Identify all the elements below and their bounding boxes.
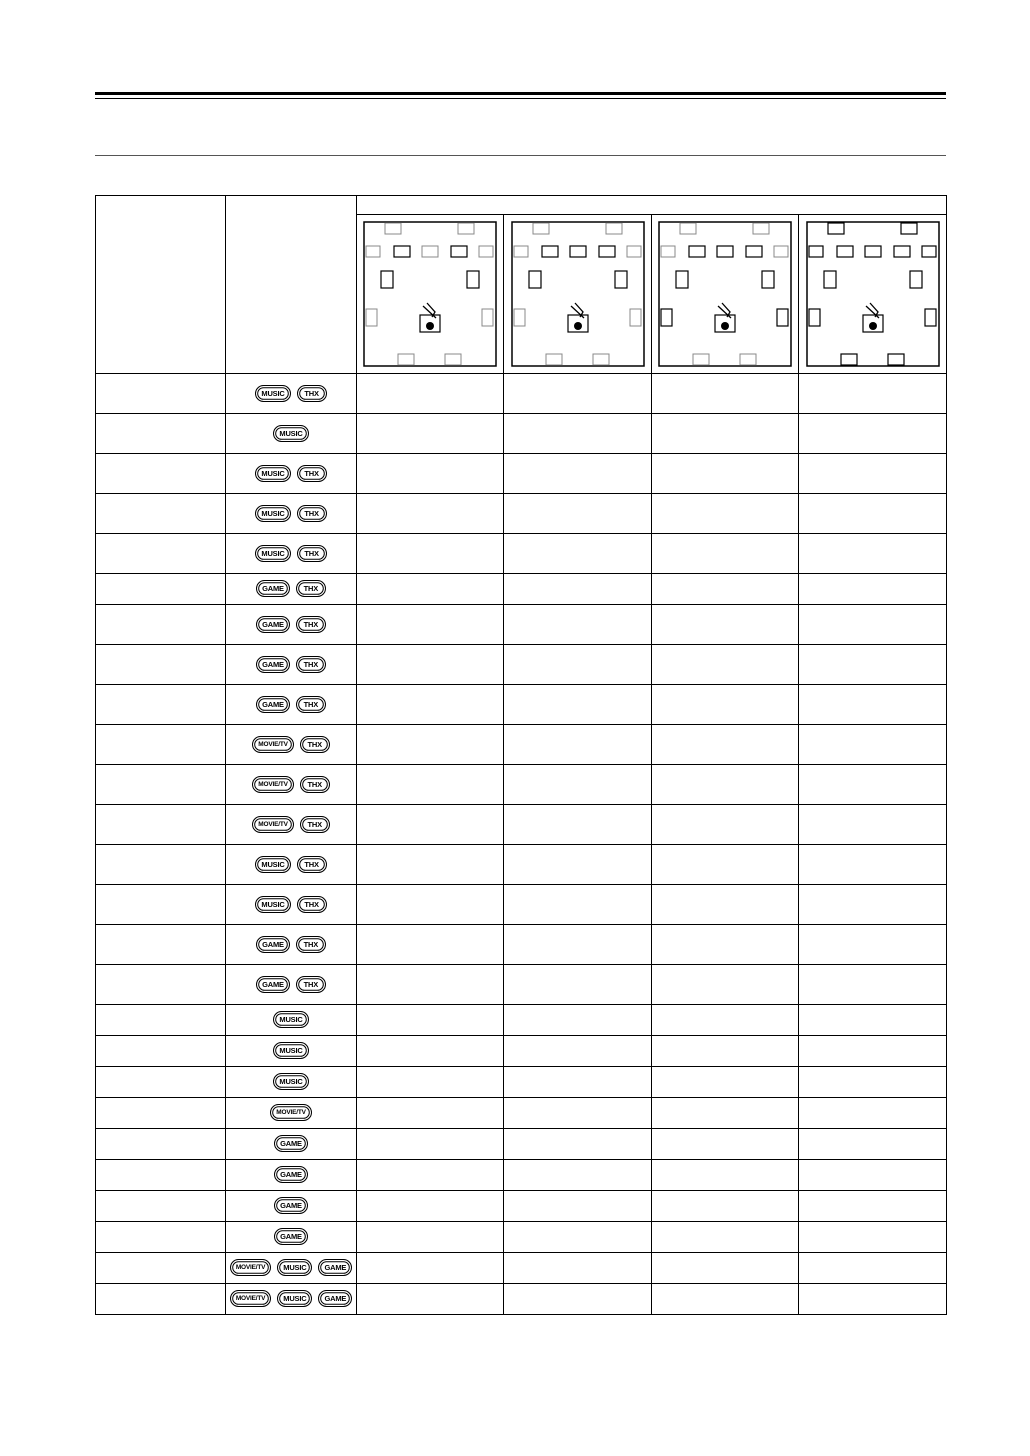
table-row xyxy=(96,414,947,454)
speaker-layout-cell xyxy=(357,1098,504,1129)
mode-button-cell xyxy=(226,685,357,725)
speaker-layout-cell xyxy=(652,1129,799,1160)
mode-name-cell xyxy=(96,1067,226,1098)
speaker-layout-cell xyxy=(652,1005,799,1036)
speaker-layout-cell xyxy=(652,414,799,454)
speaker-layout-cell xyxy=(799,1067,947,1098)
mode-button-cell xyxy=(226,1160,357,1191)
speaker-layout-cell xyxy=(652,534,799,574)
game-button-icon: GAME xyxy=(256,580,290,597)
speaker-layout-cell xyxy=(652,1067,799,1098)
speaker-layout-cell xyxy=(357,374,504,414)
movie-button-icon: MOVIE/TV xyxy=(230,1290,271,1307)
mode-name-cell xyxy=(96,965,226,1005)
mode-button-cell xyxy=(226,1253,357,1284)
speaker-layout-cell xyxy=(652,374,799,414)
music-button-icon: MUSIC xyxy=(273,1073,308,1090)
movie-button-icon: MOVIE/TV xyxy=(252,816,293,833)
speaker-layout-diagram-1 xyxy=(357,215,504,374)
thx-button-icon: THX xyxy=(297,545,327,562)
game-button-icon: GAME xyxy=(256,976,290,993)
mode-button-cell xyxy=(226,1284,357,1315)
speaker-layout-cell xyxy=(357,1284,504,1315)
game-button-icon: GAME xyxy=(256,616,290,633)
header-mode-cell xyxy=(96,196,226,374)
speaker-layout-diagram-2 xyxy=(504,215,652,374)
speaker-diagram-icon xyxy=(658,221,792,367)
speaker-layout-cell xyxy=(652,965,799,1005)
mode-button-cell xyxy=(226,374,357,414)
speaker-layout-cell xyxy=(357,1036,504,1067)
speaker-layout-cell xyxy=(799,1222,947,1253)
speaker-layout-cell xyxy=(799,965,947,1005)
speaker-layout-cell xyxy=(357,1067,504,1098)
thx-button-icon: THX xyxy=(296,976,326,993)
mode-button-cell xyxy=(226,414,357,454)
music-button-icon: MUSIC xyxy=(277,1259,312,1276)
mode-name-cell xyxy=(96,1098,226,1129)
speaker-layout-cell xyxy=(357,765,504,805)
speaker-layout-cell xyxy=(504,534,652,574)
speaker-layout-cell xyxy=(799,845,947,885)
thx-button-icon: THX xyxy=(297,505,327,522)
mode-button-cell xyxy=(226,1191,357,1222)
speaker-diagram-icon xyxy=(511,221,645,367)
music-button-icon: MUSIC xyxy=(273,1042,308,1059)
speaker-layout-cell xyxy=(652,1191,799,1222)
mode-button-cell xyxy=(226,885,357,925)
mode-button-cell xyxy=(226,1067,357,1098)
music-button-icon: MUSIC xyxy=(255,545,290,562)
movie-button-icon: MOVIE/TV xyxy=(270,1104,311,1121)
table-row xyxy=(96,1067,947,1098)
speaker-layout-cell xyxy=(504,1253,652,1284)
music-button-icon: MUSIC xyxy=(273,425,308,442)
speaker-layout-cell xyxy=(357,454,504,494)
thx-button-icon: THX xyxy=(296,580,326,597)
mode-name-cell xyxy=(96,1129,226,1160)
speaker-layout-cell xyxy=(652,645,799,685)
speaker-layout-cell xyxy=(357,494,504,534)
mode-name-cell xyxy=(96,1284,226,1315)
speaker-layout-cell xyxy=(504,1067,652,1098)
speaker-layout-cell xyxy=(652,765,799,805)
game-button-icon: GAME xyxy=(274,1166,308,1183)
speaker-layout-cell xyxy=(357,1129,504,1160)
table-row xyxy=(96,1191,947,1222)
speaker-layout-cell xyxy=(799,645,947,685)
speaker-layout-cell xyxy=(799,1191,947,1222)
speaker-layout-cell xyxy=(799,725,947,765)
header-speaker-layout-cell xyxy=(357,196,947,215)
game-button-icon: GAME xyxy=(318,1290,352,1307)
speaker-layout-cell xyxy=(504,805,652,845)
game-button-icon: GAME xyxy=(318,1259,352,1276)
table-row xyxy=(96,1284,947,1315)
speaker-layout-cell xyxy=(504,1191,652,1222)
speaker-layout-cell xyxy=(652,845,799,885)
speaker-layout-cell xyxy=(799,1005,947,1036)
table-row xyxy=(96,685,947,725)
mode-name-cell xyxy=(96,805,226,845)
speaker-layout-cell xyxy=(357,534,504,574)
speaker-layout-cell xyxy=(799,885,947,925)
game-button-icon: GAME xyxy=(274,1228,308,1245)
speaker-layout-cell xyxy=(652,685,799,725)
speaker-layout-cell xyxy=(504,414,652,454)
mode-name-cell xyxy=(96,1005,226,1036)
table-row xyxy=(96,454,947,494)
table-row xyxy=(96,1253,947,1284)
speaker-layout-cell xyxy=(504,765,652,805)
speaker-layout-cell xyxy=(504,645,652,685)
speaker-layout-cell xyxy=(504,454,652,494)
mode-name-cell xyxy=(96,1191,226,1222)
speaker-layout-cell xyxy=(504,605,652,645)
speaker-layout-cell xyxy=(652,605,799,645)
speaker-layout-diagram-4 xyxy=(799,215,947,374)
mode-button-cell xyxy=(226,725,357,765)
thx-button-icon: THX xyxy=(297,385,327,402)
speaker-layout-cell xyxy=(799,1036,947,1067)
speaker-layout-cell xyxy=(357,965,504,1005)
music-button-icon: MUSIC xyxy=(255,856,290,873)
table-row xyxy=(96,1129,947,1160)
mode-button-cell xyxy=(226,454,357,494)
header-button-cell xyxy=(226,196,357,374)
mode-name-cell xyxy=(96,1160,226,1191)
mode-button-cell xyxy=(226,925,357,965)
speaker-layout-cell xyxy=(357,1253,504,1284)
speaker-layout-cell xyxy=(504,1129,652,1160)
speaker-layout-cell xyxy=(357,414,504,454)
table-row xyxy=(96,1036,947,1067)
mode-button-cell xyxy=(226,1222,357,1253)
speaker-layout-cell xyxy=(504,1036,652,1067)
speaker-layout-cell xyxy=(799,494,947,534)
speaker-layout-cell xyxy=(504,574,652,605)
thx-button-icon: THX xyxy=(297,896,327,913)
movie-button-icon: MOVIE/TV xyxy=(252,736,293,753)
speaker-layout-cell xyxy=(357,845,504,885)
speaker-layout-cell xyxy=(504,685,652,725)
mode-button-cell xyxy=(226,965,357,1005)
speaker-layout-cell xyxy=(799,1129,947,1160)
speaker-layout-cell xyxy=(357,1222,504,1253)
mode-name-cell xyxy=(96,605,226,645)
speaker-layout-cell xyxy=(504,845,652,885)
speaker-layout-cell xyxy=(357,574,504,605)
mode-button-cell xyxy=(226,605,357,645)
speaker-layout-cell xyxy=(799,1160,947,1191)
speaker-layout-cell xyxy=(652,725,799,765)
thx-button-icon: THX xyxy=(297,465,327,482)
speaker-layout-cell xyxy=(504,725,652,765)
table-row xyxy=(96,845,947,885)
mode-button-cell xyxy=(226,574,357,605)
speaker-layout-cell xyxy=(357,1005,504,1036)
speaker-layout-cell xyxy=(652,1160,799,1191)
mode-button-cell xyxy=(226,534,357,574)
speaker-layout-cell xyxy=(799,414,947,454)
table-row xyxy=(96,574,947,605)
game-button-icon: GAME xyxy=(256,936,290,953)
speaker-layout-cell xyxy=(504,1222,652,1253)
speaker-diagram-icon xyxy=(806,221,940,367)
mode-button-cell xyxy=(226,805,357,845)
table-row xyxy=(96,645,947,685)
mode-name-cell xyxy=(96,725,226,765)
speaker-layout-cell xyxy=(799,1253,947,1284)
speaker-layout-cell xyxy=(652,1253,799,1284)
speaker-layout-cell xyxy=(652,494,799,534)
header-rule-thick xyxy=(95,92,946,95)
speaker-layout-cell xyxy=(504,965,652,1005)
thx-button-icon: THX xyxy=(300,776,330,793)
table-row xyxy=(96,765,947,805)
table-row xyxy=(96,1005,947,1036)
game-button-icon: GAME xyxy=(256,696,290,713)
speaker-layout-cell xyxy=(357,725,504,765)
mode-name-cell xyxy=(96,645,226,685)
speaker-layout-cell xyxy=(357,645,504,685)
speaker-layout-diagram-3 xyxy=(652,215,799,374)
movie-button-icon: MOVIE/TV xyxy=(230,1259,271,1276)
speaker-layout-cell xyxy=(504,1160,652,1191)
music-button-icon: MUSIC xyxy=(255,465,290,482)
speaker-layout-cell xyxy=(357,1160,504,1191)
thx-button-icon: THX xyxy=(296,656,326,673)
speaker-layout-cell xyxy=(799,454,947,494)
mode-button-cell xyxy=(226,645,357,685)
header-rule-thin xyxy=(95,98,946,99)
speaker-layout-cell xyxy=(504,885,652,925)
speaker-layout-cell xyxy=(357,885,504,925)
thx-button-icon: THX xyxy=(296,616,326,633)
speaker-layout-cell xyxy=(504,374,652,414)
music-button-icon: MUSIC xyxy=(277,1290,312,1307)
speaker-diagram-icon xyxy=(363,221,497,367)
mode-name-cell xyxy=(96,765,226,805)
speaker-layout-cell xyxy=(504,1005,652,1036)
movie-button-icon: MOVIE/TV xyxy=(252,776,293,793)
speaker-layout-cell xyxy=(504,1284,652,1315)
speaker-layout-cell xyxy=(799,605,947,645)
speaker-layout-cell xyxy=(357,605,504,645)
speaker-layout-cell xyxy=(799,765,947,805)
game-button-icon: GAME xyxy=(274,1197,308,1214)
thx-button-icon: THX xyxy=(296,936,326,953)
music-button-icon: MUSIC xyxy=(255,385,290,402)
speaker-layout-cell xyxy=(799,534,947,574)
table-row xyxy=(96,885,947,925)
music-button-icon: MUSIC xyxy=(255,896,290,913)
speaker-layout-cell xyxy=(504,494,652,534)
table-row xyxy=(96,374,947,414)
header-row xyxy=(96,196,947,215)
mode-name-cell xyxy=(96,494,226,534)
mode-name-cell xyxy=(96,534,226,574)
mode-button-cell xyxy=(226,1036,357,1067)
speaker-layout-cell xyxy=(799,925,947,965)
mode-name-cell xyxy=(96,925,226,965)
speaker-layout-cell xyxy=(357,685,504,725)
table-row xyxy=(96,605,947,645)
mode-button-cell xyxy=(226,1005,357,1036)
table-row xyxy=(96,805,947,845)
speaker-layout-cell xyxy=(652,574,799,605)
mode-name-cell xyxy=(96,1222,226,1253)
mode-name-cell xyxy=(96,1253,226,1284)
speaker-layout-cell xyxy=(652,925,799,965)
mode-button-cell xyxy=(226,765,357,805)
thx-button-icon: THX xyxy=(300,736,330,753)
table-row xyxy=(96,1222,947,1253)
speaker-layout-cell xyxy=(799,374,947,414)
speaker-layout-cell xyxy=(357,805,504,845)
mode-button-cell xyxy=(226,845,357,885)
mode-name-cell xyxy=(96,414,226,454)
speaker-layout-cell xyxy=(357,925,504,965)
speaker-layout-cell xyxy=(652,1284,799,1315)
music-button-icon: MUSIC xyxy=(255,505,290,522)
mode-name-cell xyxy=(96,574,226,605)
thx-button-icon: THX xyxy=(297,856,327,873)
speaker-layout-cell xyxy=(799,1284,947,1315)
table-row xyxy=(96,494,947,534)
table-row xyxy=(96,534,947,574)
section-rule xyxy=(95,155,946,156)
mode-name-cell xyxy=(96,374,226,414)
music-button-icon: MUSIC xyxy=(273,1011,308,1028)
speaker-layout-cell xyxy=(504,1098,652,1129)
mode-name-cell xyxy=(96,845,226,885)
table-row xyxy=(96,1098,947,1129)
speaker-layout-cell xyxy=(652,454,799,494)
speaker-layout-cell xyxy=(652,1222,799,1253)
mode-button-cell xyxy=(226,1098,357,1129)
speaker-layout-cell xyxy=(652,885,799,925)
speaker-layout-cell xyxy=(799,574,947,605)
mode-button-cell xyxy=(226,1129,357,1160)
table-row xyxy=(96,725,947,765)
mode-name-cell xyxy=(96,685,226,725)
speaker-layout-cell xyxy=(652,805,799,845)
speaker-layout-cell xyxy=(799,1098,947,1129)
thx-button-icon: THX xyxy=(300,816,330,833)
speaker-layout-cell xyxy=(357,1191,504,1222)
game-button-icon: GAME xyxy=(274,1135,308,1152)
speaker-layout-cell xyxy=(504,925,652,965)
mode-name-cell xyxy=(96,454,226,494)
listening-mode-table xyxy=(95,195,947,1315)
speaker-layout-cell xyxy=(652,1036,799,1067)
mode-button-cell xyxy=(226,494,357,534)
speaker-layout-cell xyxy=(652,1098,799,1129)
table-row xyxy=(96,925,947,965)
thx-button-icon: THX xyxy=(296,696,326,713)
table-row xyxy=(96,965,947,1005)
speaker-layout-cell xyxy=(799,685,947,725)
mode-name-cell xyxy=(96,885,226,925)
speaker-layout-cell xyxy=(799,805,947,845)
game-button-icon: GAME xyxy=(256,656,290,673)
mode-name-cell xyxy=(96,1036,226,1067)
table-row xyxy=(96,1160,947,1191)
